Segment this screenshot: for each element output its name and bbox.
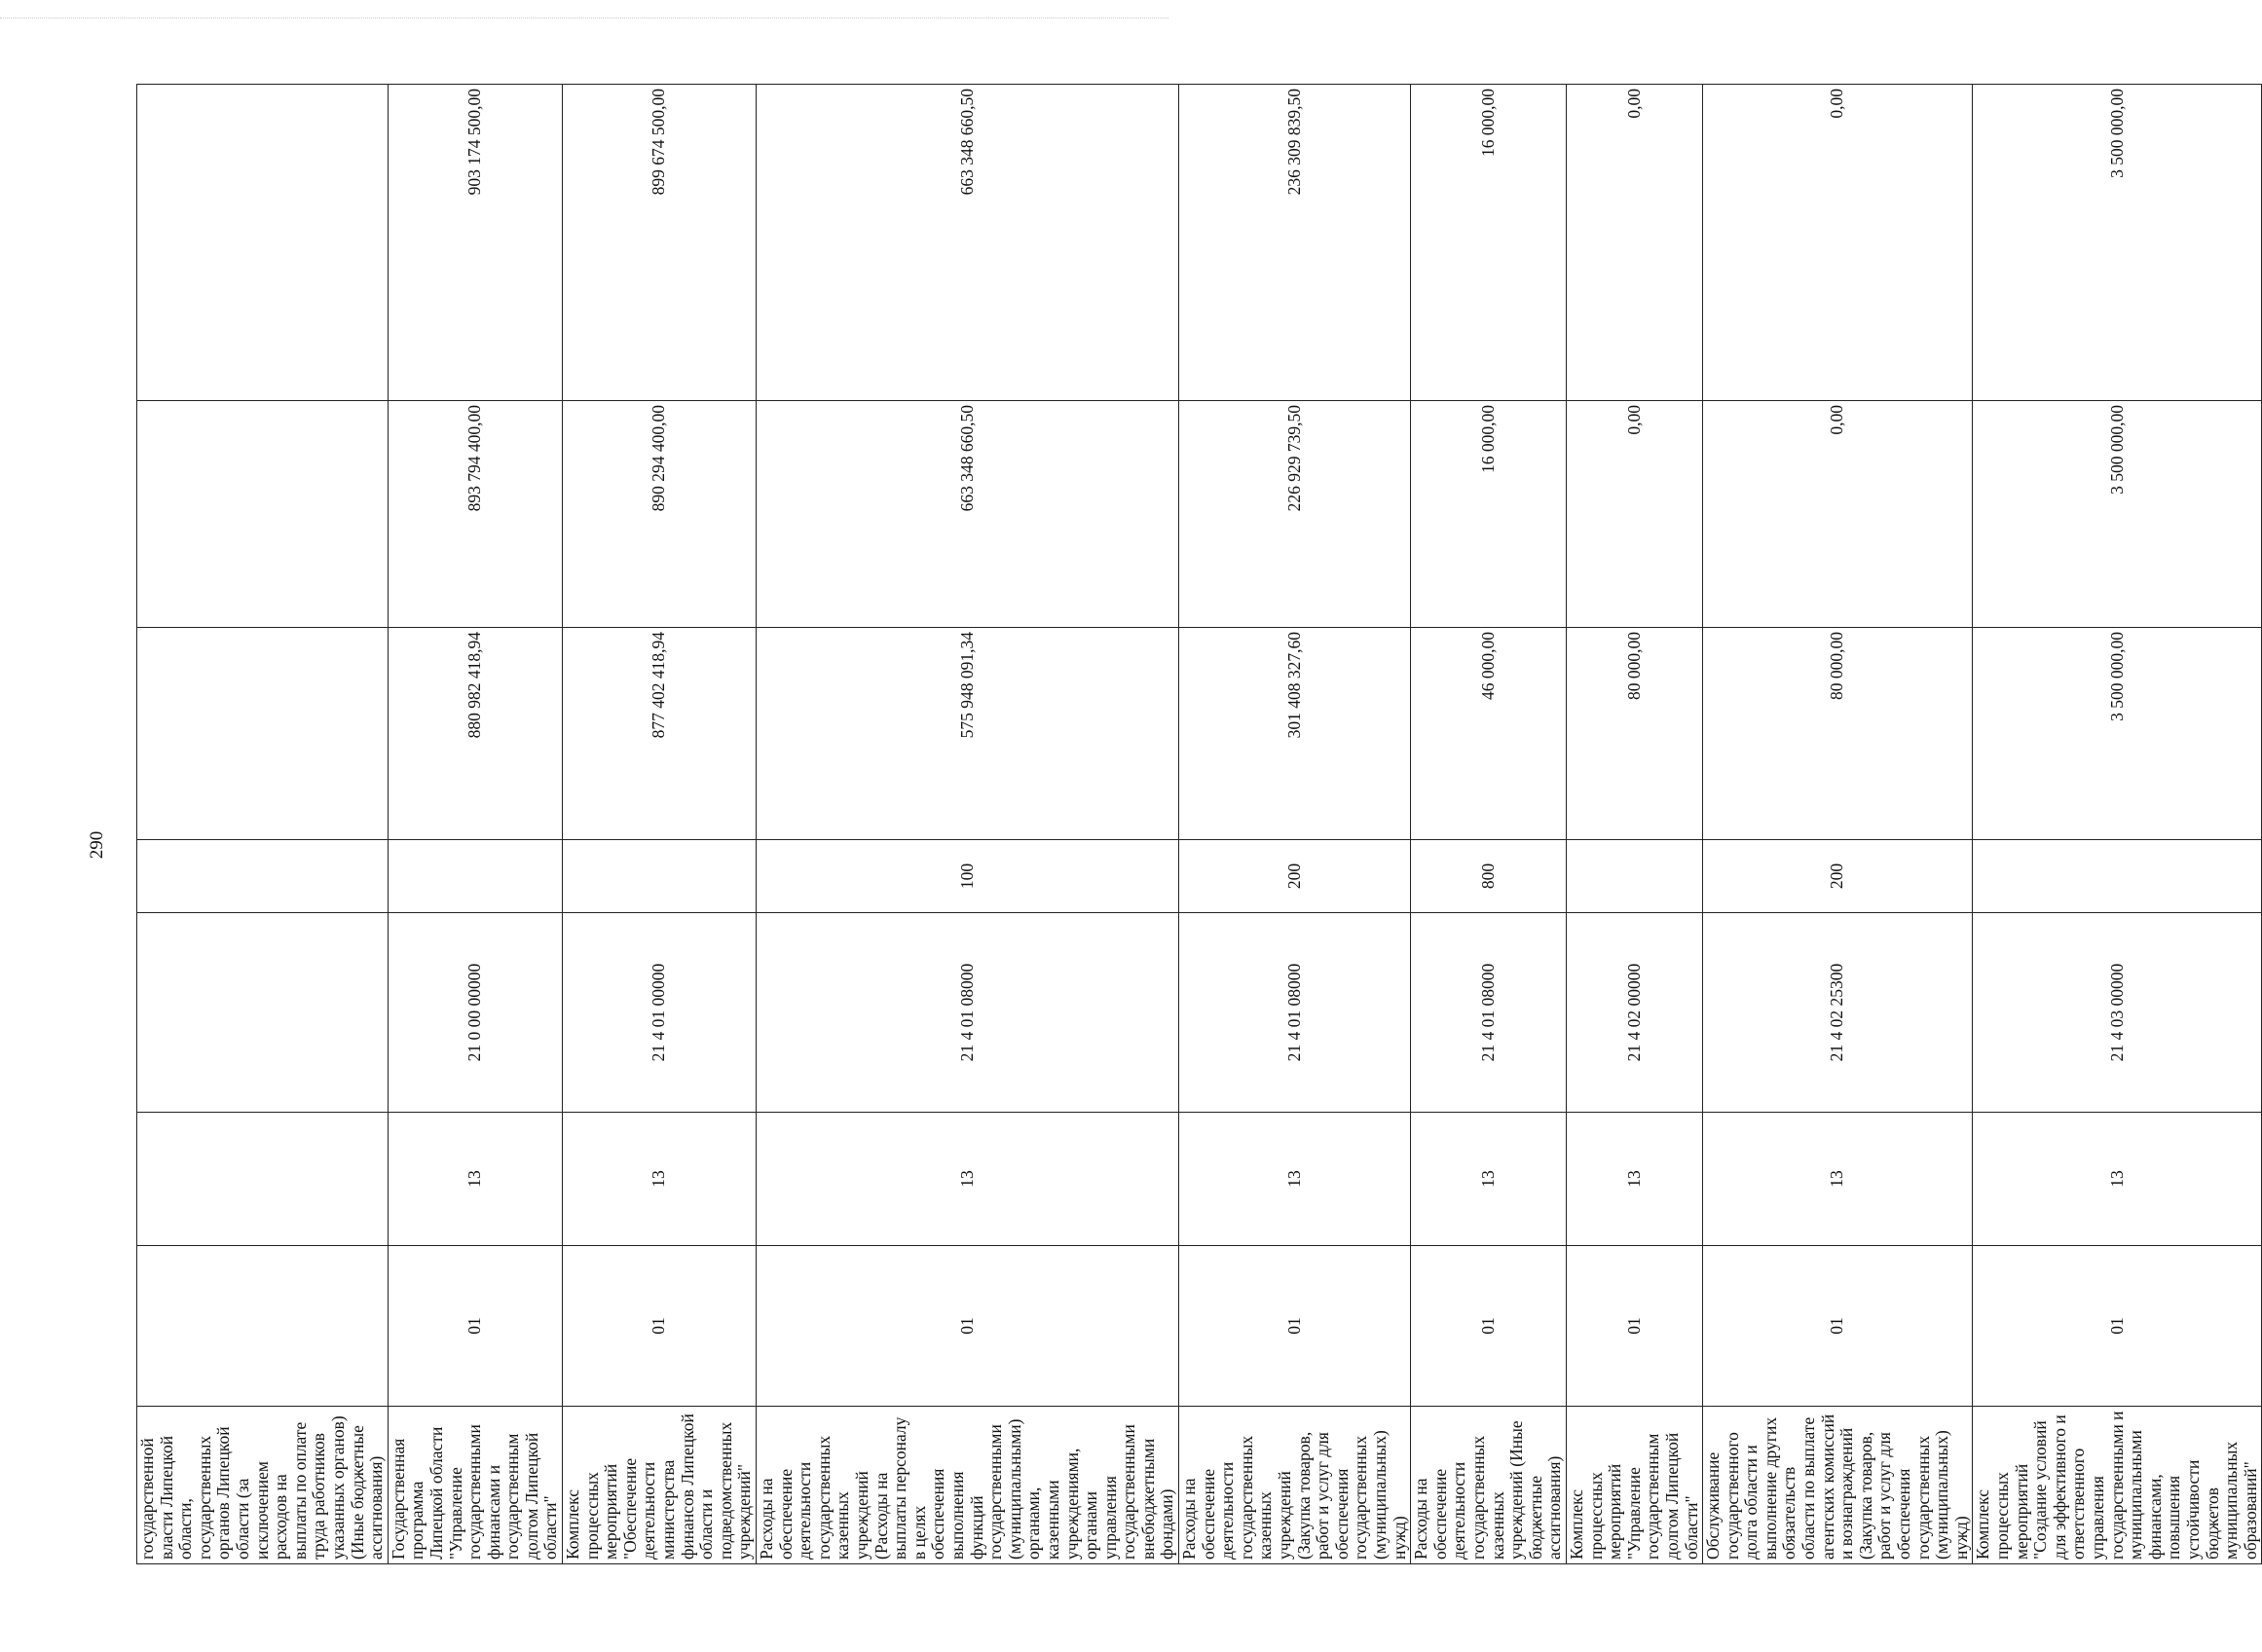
cell-section: 01 <box>757 1246 1179 1407</box>
cell-section: 01 <box>563 1246 757 1407</box>
rotated-table-container <box>136 85 2260 1564</box>
cell-amount-year-1: 80 000,00 <box>1566 628 1702 840</box>
cell-amount-year-3: 663 348 660,50 <box>757 85 1179 401</box>
cell-amount-year-3: 0,00 <box>1703 85 1973 401</box>
cell-expense-type: 200 <box>1179 840 1411 913</box>
cell-amount-year-3: 236 309 839,50 <box>1179 85 1411 401</box>
table-row <box>1703 85 1973 1564</box>
cell-amount-year-2: 226 929 739,50 <box>1179 401 1411 628</box>
cell-expense-type: 100 <box>757 840 1179 913</box>
cell-name: Комплекс процессных мероприятий "Управление государственным долгом Липецкой области" <box>1566 1407 1702 1564</box>
cell-expense-type <box>1566 840 1702 913</box>
cell-amount-year-1: 46 000,00 <box>1411 628 1567 840</box>
cell-amount-year-1: 80 000,00 <box>1703 628 1973 840</box>
cell-amount-year-1: 301 408 327,60 <box>1179 628 1411 840</box>
table-body <box>137 85 2262 1564</box>
cell-amount-year-2: 0,00 <box>1566 401 1702 628</box>
cell-amount-year-1: 575 948 091,34 <box>757 628 1179 840</box>
cell-expense-type <box>388 840 562 913</box>
cell-target-article: 21 4 01 08000 <box>1179 913 1411 1113</box>
cell-name: Расходы на обеспечение деятельности государственных казенных учреждений (Закупка товаров, работ и услуг для обеспечения государственных (муниципальных) нужд) <box>1179 1407 1411 1564</box>
cell-target-article: 21 4 01 08000 <box>757 913 1179 1113</box>
cell-name: Государственная программа Липецкой области "Управление государственными финансами и государственным долгом Липецкой области" <box>388 1407 562 1564</box>
cell-name: Обслуживание государственного долга области и выполнение других обязательств области по выплате агентских комиссий и вознаграждений (Закупка товаров, работ и услуг для обеспечения государственных (муниципальных) нужд) <box>1703 1407 1973 1564</box>
cell-target-article: 21 4 02 25300 <box>1703 913 1973 1113</box>
cell-amount-year-1: 3 500 000,00 <box>1973 628 2262 840</box>
budget-allocation-table <box>136 84 2262 1564</box>
cell-amount-year-3: 0,00 <box>1566 85 1702 401</box>
cell-amount-year-3: 3 500 000,00 <box>1973 85 2262 401</box>
cell-amount-year-2: 893 794 400,00 <box>388 401 562 628</box>
cell-amount-year-2 <box>137 401 389 628</box>
cell-subsection <box>137 1113 389 1246</box>
table-row <box>757 85 1179 1564</box>
table-row <box>1566 85 1702 1564</box>
cell-amount-year-1 <box>137 628 389 840</box>
cell-subsection: 13 <box>757 1113 1179 1246</box>
cell-target-article: 21 4 01 00000 <box>563 913 757 1113</box>
cell-amount-year-3 <box>137 85 389 401</box>
cell-target-article <box>137 913 389 1113</box>
cell-amount-year-3: 903 174 500,00 <box>388 85 562 401</box>
cell-subsection: 13 <box>1411 1113 1567 1246</box>
cell-amount-year-3: 899 674 500,00 <box>563 85 757 401</box>
cell-section <box>137 1246 389 1407</box>
cell-amount-year-3: 16 000,00 <box>1411 85 1567 401</box>
cell-name: Комплекс процессных мероприятий "Обеспечение деятельности министерства финансов Липецкой области и подведомственных учреждений" <box>563 1407 757 1564</box>
cell-section: 01 <box>1973 1246 2262 1407</box>
page-number: 290 <box>87 830 107 860</box>
cell-amount-year-1: 880 982 418,94 <box>388 628 562 840</box>
cell-expense-type: 200 <box>1703 840 1973 913</box>
cell-section: 01 <box>1566 1246 1702 1407</box>
cell-name: Комплекс процессных мероприятий "Создание условий для эффективного и ответственного управления государственными и муниципальными финансами, повышения устойчивости бюджетов муниципальных образований" <box>1973 1407 2262 1564</box>
cell-subsection: 13 <box>1566 1113 1702 1246</box>
cell-subsection: 13 <box>1703 1113 1973 1246</box>
cell-expense-type <box>137 840 389 913</box>
table-row <box>1411 85 1567 1564</box>
cell-amount-year-1: 877 402 418,94 <box>563 628 757 840</box>
cell-name: Расходы на обеспечение деятельности государственных казенных учреждений (Иные бюджетные ассигнования) <box>1411 1407 1567 1564</box>
cell-name: государственной власти Липецкой области, государственных органов Липецкой области (за исключением расходов на выплаты по оплате труда работников указанных органов) (Иные бюджетные ассигнования) <box>137 1407 389 1564</box>
cell-amount-year-2: 0,00 <box>1703 401 1973 628</box>
cell-target-article: 21 4 03 00000 <box>1973 913 2262 1113</box>
cell-section: 01 <box>1703 1246 1973 1407</box>
cell-amount-year-2: 890 294 400,00 <box>563 401 757 628</box>
cell-amount-year-2: 16 000,00 <box>1411 401 1567 628</box>
cell-subsection: 13 <box>1179 1113 1411 1246</box>
cell-target-article: 21 4 02 00000 <box>1566 913 1702 1113</box>
cell-section: 01 <box>1411 1246 1567 1407</box>
cell-expense-type: 800 <box>1411 840 1567 913</box>
table-row <box>1973 85 2262 1564</box>
cell-expense-type <box>563 840 757 913</box>
cell-section: 01 <box>388 1246 562 1407</box>
table-row <box>137 85 389 1564</box>
table-row <box>1179 85 1411 1564</box>
cell-subsection: 13 <box>1973 1113 2262 1246</box>
cell-subsection: 13 <box>563 1113 757 1246</box>
cell-amount-year-2: 663 348 660,50 <box>757 401 1179 628</box>
cell-amount-year-2: 3 500 000,00 <box>1973 401 2262 628</box>
table-row <box>388 85 562 1564</box>
cell-target-article: 21 0 00 00000 <box>388 913 562 1113</box>
cell-subsection: 13 <box>388 1113 562 1246</box>
cell-section: 01 <box>1179 1246 1411 1407</box>
table-row <box>563 85 757 1564</box>
cell-target-article: 21 4 01 08000 <box>1411 913 1567 1113</box>
cell-name: Расходы на обеспечение деятельности государственных казенных учреждений (Расходы на выплаты персоналу в целях обеспечения выполнения функций государственными (муниципальными) органами, казенными учреждениями, органами управления государственными внебюджетными фондами) <box>757 1407 1179 1564</box>
cell-expense-type <box>1973 840 2262 913</box>
